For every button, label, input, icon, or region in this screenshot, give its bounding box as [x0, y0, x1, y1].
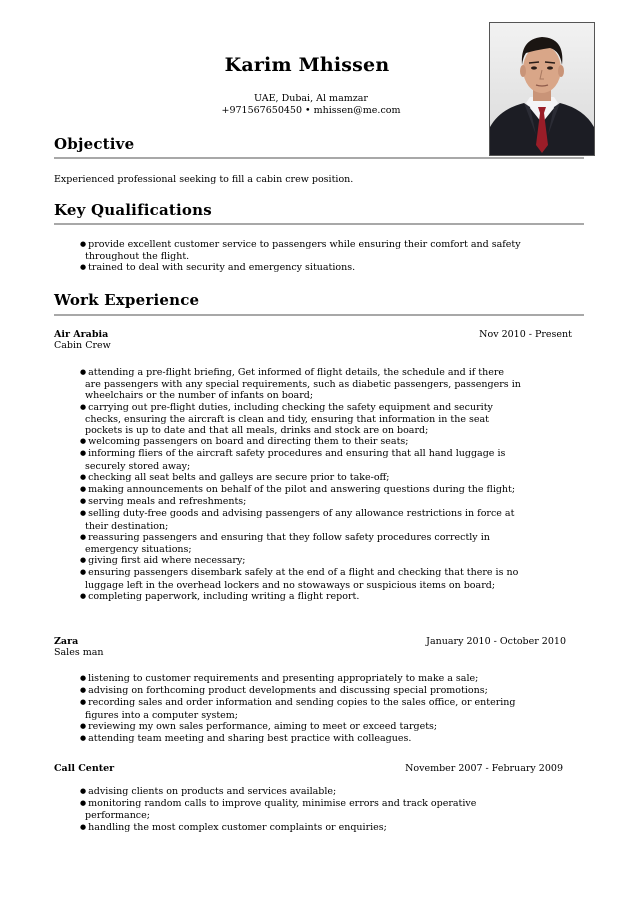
list-item: ● completing paperwork, including writing a flight report.	[80, 591, 522, 603]
section-divider	[54, 314, 584, 316]
list-item: ● listening to customer requirements and presenting appropriately to make a sale;	[80, 673, 520, 685]
list-item: ● advising on forthcoming product developments and discussing special promotions;	[80, 685, 520, 697]
list-item: ● recording sales and order information and sending copies to the sales office, or entering figures into a computer system;	[80, 697, 520, 720]
job-duties-list	[80, 367, 522, 603]
qualifications-heading: Key Qualifications	[54, 201, 212, 219]
list-item: ● provide excellent customer service to passengers while ensuring their comfort and safety throughout the flight.	[80, 239, 532, 262]
job-dates: Nov 2010 - Present	[479, 329, 572, 340]
list-item: ● welcoming passengers on board and directing them to their seats;	[80, 436, 522, 448]
list-item: ● serving meals and refreshments;	[80, 496, 522, 508]
address-line: UAE, Dubai, Al mamzar	[254, 93, 368, 104]
job-company: Zara	[54, 636, 79, 647]
profile-photo	[489, 22, 595, 156]
objective-heading: Objective	[54, 135, 135, 153]
objective-text: Experienced professional seeking to fill a cabin crew position.	[54, 174, 354, 185]
job-dates: November 2007 - February 2009	[405, 763, 563, 774]
job-role: Cabin Crew	[54, 340, 111, 351]
list-item: ● reviewing my own sales performance, aiming to meet or exceed targets;	[80, 721, 520, 733]
list-item: ● carrying out pre-flight duties, including checking the safety equipment and security checks, ensuring the aircraft is clean and tidy, ensuring that information in the seat pockets is up to date and that all meals, drinks and stock are on board;	[80, 402, 522, 437]
list-item: ● ensuring passengers disembark safely at the end of a flight and checking that there is no luggage left in the overhead lockers and no stowaways or suspicious items on board;	[80, 567, 522, 590]
list-item: ● making announcements on behalf of the pilot and answering questions during the flight;	[80, 484, 522, 496]
job-company: Call Center	[54, 763, 115, 774]
list-item: ● handling the most complex customer complaints or enquiries;	[80, 822, 520, 834]
candidate-name: Karim Mhissen	[224, 54, 390, 76]
experience-heading: Work Experience	[54, 291, 200, 309]
job-duties-list	[80, 786, 520, 834]
list-item: ● advising clients on products and services available;	[80, 786, 520, 798]
list-item: ● checking all seat belts and galleys are secure prior to take-off;	[80, 472, 522, 484]
list-item: ● attending a pre-flight briefing, Get informed of flight details, the schedule and if there are passengers with any special requirements, such as diabetic passengers, passengers in wheelchairs or the number of infants on board;	[80, 367, 522, 402]
phone-email-line: +971567650450 • mhissen@me.com	[221, 105, 401, 116]
job-duties-list	[80, 673, 520, 745]
list-item: ● giving first aid where necessary;	[80, 555, 522, 567]
list-item: ● trained to deal with security and emergency situations.	[80, 262, 532, 274]
list-item: ● attending team meeting and sharing best practice with colleagues.	[80, 733, 520, 745]
list-item: ● selling duty-free goods and advising passengers of any allowance restrictions in force at their destination;	[80, 508, 522, 531]
section-divider	[54, 223, 584, 225]
job-role: Sales man	[54, 647, 104, 658]
section-divider	[54, 157, 584, 159]
list-item: ● monitoring random calls to improve quality, minimise errors and track operative performance;	[80, 798, 520, 821]
list-item: ● reassuring passengers and ensuring that they follow safety procedures correctly in emergency situations;	[80, 532, 522, 555]
qualifications-list	[80, 239, 532, 275]
job-company: Air Arabia	[54, 329, 109, 340]
list-item: ● informing fliers of the aircraft safety procedures and ensuring that all hand luggage is securely stored away;	[80, 448, 522, 471]
job-dates: January 2010 - October 2010	[426, 636, 566, 647]
